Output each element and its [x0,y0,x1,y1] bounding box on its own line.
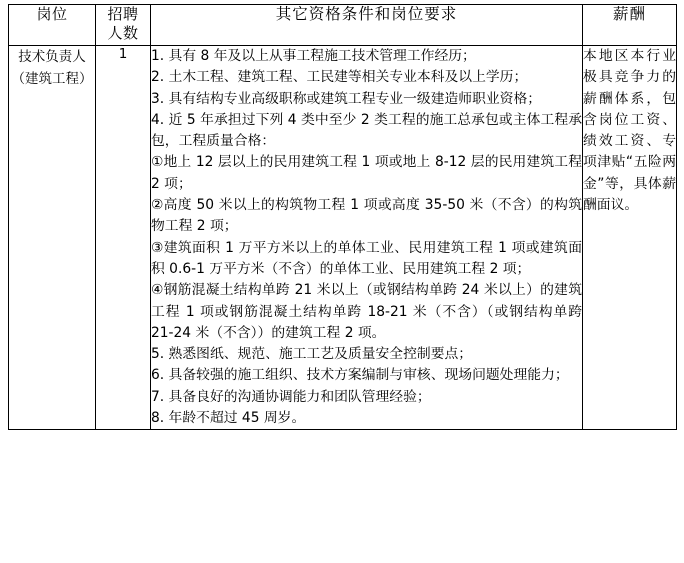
requirement-line: ③建筑面积 1 万平方米以上的单体工业、民用建筑工程 1 项或建筑面积 0.6-1 万平方米（不含）的单体工业、民用建筑工程 2 项； [151,239,582,277]
column-header-count-line1: 招聘 [107,5,139,23]
requirement-line: 1. 具有 8 年及以上从事工程施工技术管理工作经历； [151,48,476,64]
requirement-line: ④钢筋混凝土结构单跨 21 米以上（或钢结构单跨 24 米以上）的建筑工程 1 项或钢筋混凝土结构单跨 18-21 米（不含）（或钢结构单跨 21-24 米（不含））的建筑工程 2 项。 [151,282,582,341]
column-header-requirements: 其它资格条件和岗位要求 [151,5,583,46]
requirement-line: 7. 具备良好的沟通协调能力和团队管理经验； [151,388,431,405]
column-header-count [96,5,151,46]
requirement-line: 6. 具备较强的施工组织、技术方案编制与审核、现场问题处理能力； [151,367,569,384]
requirement-line: ②高度 50 米以上的构筑物工程 1 项或高度 35-50 米（不含）的构筑物工程 2 项； [151,197,582,235]
job-requirements-table [8,4,677,430]
requirement-line: 4. 近 5 年承担过下列 4 类中至少 2 类工程的施工总承包或主体工程承包，工程质量合格： [151,111,582,150]
cell-count: 1 [96,46,151,430]
column-header-count-line2: 人数 [107,24,139,42]
requirement-line: ①地上 12 层以上的民用建筑工程 1 项或地上 8-12 层的民用建筑工程 2 项； [151,154,582,192]
requirements-list [151,46,582,429]
salary-text: 本地区本行业极具竞争力的薪酬体系，包含岗位工资、绩效工资、专项津贴“五险两金”等，具体薪酬面议。 [583,48,676,214]
column-header-salary: 薪酬 [583,5,677,46]
table-header [9,5,677,46]
table-row [9,46,677,430]
requirement-line: 5. 熟悉图纸、规范、施工工艺及质量安全控制要点； [151,346,473,363]
header-row [9,5,677,46]
requirement-line: 8. 年龄不超过 45 周岁。 [151,410,306,427]
table-body [9,46,677,430]
cell-requirements [151,46,583,430]
column-header-position: 岗位 [9,5,96,46]
cell-position: 技术负责人（建筑工程） [9,46,96,430]
requirement-line: 2. 土木工程、建筑工程、工民建等相关专业本科及以上学历； [151,69,528,86]
cell-salary [583,46,677,430]
requirement-line: 3. 具有结构专业高级职称或建筑工程专业一级建造师职业资格； [151,90,542,107]
